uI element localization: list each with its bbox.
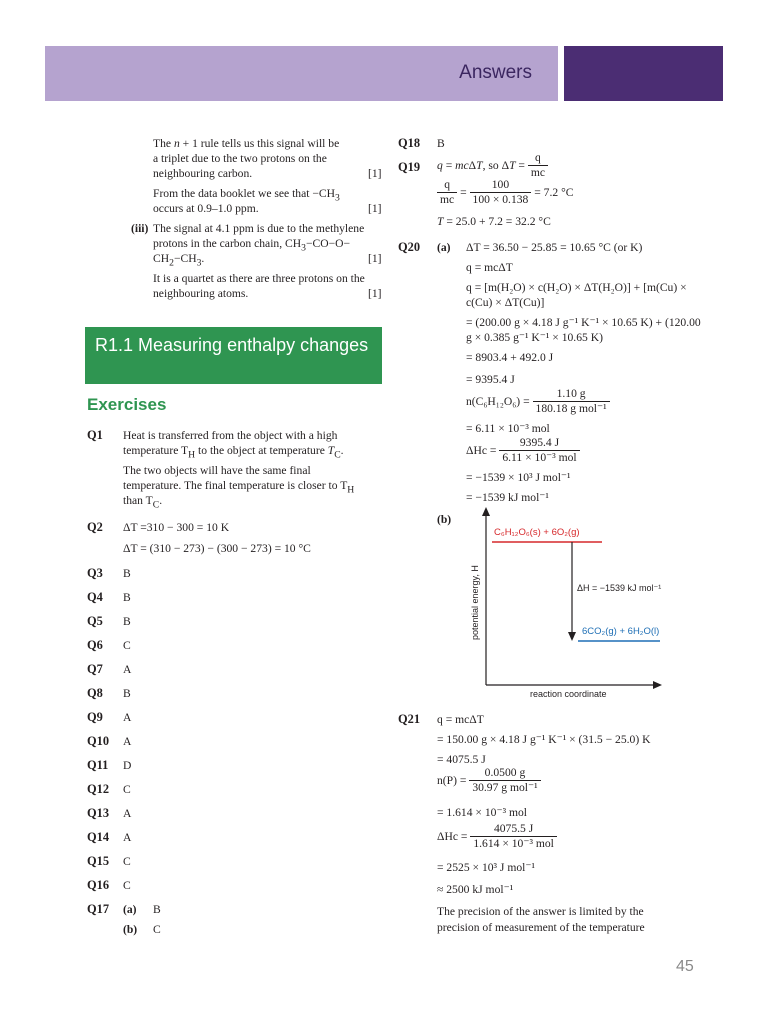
mark: [1] bbox=[368, 167, 382, 180]
question-label: Q16 bbox=[87, 878, 110, 892]
equation-line: q = mcΔT bbox=[466, 261, 513, 274]
question-label: Q15 bbox=[87, 854, 110, 868]
equation-line: = 6.11 × 10⁻³ mol bbox=[466, 422, 550, 435]
fraction: $\frac{9395.4 J}{\text{6.11 × 10⁻³ mol}}$ bbox=[499, 436, 579, 465]
question-label: Q9 bbox=[87, 710, 103, 724]
fraction: $\frac{4075.5 J}{\text{1.614 × 10⁻³ mol}}$ bbox=[470, 822, 557, 851]
nmr-text-line: neighbouring carbon. bbox=[153, 167, 253, 180]
question-label: Q8 bbox=[87, 686, 103, 700]
answer-line: temperature $T_H$ to the object at temperature $T_C$. bbox=[123, 444, 344, 461]
equation-line: = 4075.5 J bbox=[437, 753, 486, 766]
question-label: Q4 bbox=[87, 590, 103, 604]
answer-choice: B bbox=[123, 615, 131, 628]
equation-line: ΔHc = $\frac{9395.4 J}{\text{6.11 × 10⁻³ mol}}$ bbox=[466, 436, 580, 465]
question-label: Q13 bbox=[87, 806, 110, 820]
question-label: Q5 bbox=[87, 614, 103, 628]
part-label: (b) bbox=[437, 513, 452, 526]
answer-choice: B bbox=[437, 137, 445, 150]
answer-choice: B bbox=[123, 567, 131, 580]
x-axis-label: reaction coordinate bbox=[530, 689, 607, 699]
answer-choice: C bbox=[123, 855, 131, 868]
answer-choice: A bbox=[123, 663, 132, 676]
answer-line: precision of measurement of the temperature bbox=[437, 921, 645, 934]
equation-line: T = 25.0 + 7.2 = 32.2 °C bbox=[437, 215, 551, 228]
equation-line: = −1539 × 10³ J mol⁻¹ bbox=[466, 471, 571, 484]
page-number: 45 bbox=[676, 958, 694, 975]
fraction: $\frac{q}{mc}$ bbox=[437, 178, 457, 207]
reactant-label: C₆H₁₂O₆(s) + 6O₂(g) bbox=[494, 527, 580, 538]
equation-line: q = [m(H₂O) × c(H₂O) × ΔT(H₂O)] + [m(Cu) × bbox=[466, 281, 687, 294]
answer-choice: C bbox=[123, 639, 131, 652]
question-label: Q11 bbox=[87, 758, 109, 772]
section-title: R1.1 Measuring enthalpy changes bbox=[95, 335, 369, 355]
answer-choice: A bbox=[123, 831, 132, 844]
header-band-accent bbox=[564, 46, 723, 101]
question-label: Q18 bbox=[398, 136, 421, 150]
question-label: Q2 bbox=[87, 520, 103, 534]
question-label: Q7 bbox=[87, 662, 103, 676]
answer-choice: C bbox=[123, 879, 131, 892]
question-label: Q12 bbox=[87, 782, 110, 796]
answer-choice: B bbox=[153, 903, 161, 916]
answer-choice: C bbox=[123, 783, 131, 796]
answer-line: The precision of the answer is limited by the bbox=[437, 905, 644, 918]
answer-choice: C bbox=[153, 923, 161, 936]
nmr-text-line: The n + 1 rule tells us this signal will be bbox=[153, 137, 340, 150]
nmr-text-line: protons in the carbon chain, $CH_3-CO-O-$ bbox=[153, 237, 351, 254]
part-label: (iii) bbox=[131, 222, 149, 235]
x-axis-arrowhead bbox=[653, 681, 662, 689]
answer-choice: B bbox=[123, 687, 131, 700]
question-label: Q20 bbox=[398, 240, 421, 254]
equation-line: = 2525 × 10³ J mol⁻¹ bbox=[437, 861, 535, 874]
question-label: Q21 bbox=[398, 712, 421, 726]
answer-line: ΔT = (310 − 273) − (300 − 273) = 10 °C bbox=[123, 542, 311, 555]
mark: [1] bbox=[368, 287, 382, 300]
equation-line: = 150.00 g × 4.18 J g⁻¹ K⁻¹ × (31.5 − 25.0) K bbox=[437, 733, 651, 746]
nmr-text-line: It is a quartet as there are three protons on the bbox=[153, 272, 365, 285]
equation-line: q = mcΔT, so ΔT = $\frac{q}{mc}$ bbox=[437, 151, 548, 180]
equation-line: = 1.614 × 10⁻³ mol bbox=[437, 806, 527, 819]
equation-line: = −1539 kJ mol⁻¹ bbox=[466, 491, 549, 504]
question-label: Q1 bbox=[87, 428, 103, 442]
page-title: Answers bbox=[459, 62, 532, 83]
fraction: $\frac{1.10 g}{\text{180.18 g mol⁻¹}}$ bbox=[533, 387, 610, 416]
fraction: $\frac{100}{100 \times 0.138}$ bbox=[470, 178, 532, 207]
answer-line: temperature. The final temperature is closer to $T_H$ bbox=[123, 479, 355, 496]
mark: [1] bbox=[368, 252, 382, 265]
answer-choice: A bbox=[123, 735, 132, 748]
delta-h-label: ΔH = −1539 kJ mol⁻¹ bbox=[577, 583, 662, 593]
equation-line: = (200.00 g × 4.18 J g⁻¹ K⁻¹ × 10.65 K) + (120.00 bbox=[466, 316, 701, 329]
mark: [1] bbox=[368, 202, 382, 215]
nmr-text-line: $CH_2-CH_3$. bbox=[153, 252, 205, 269]
question-label: Q10 bbox=[87, 734, 110, 748]
nmr-text-line: a triplet due to the two protons on the bbox=[153, 152, 327, 165]
fraction: $\frac{q}{mc}$ bbox=[528, 151, 548, 180]
equation-line: g × 0.385 g⁻¹ K⁻¹ × 10.65 K) bbox=[466, 331, 603, 344]
equation-line: ≈ 2500 kJ mol⁻¹ bbox=[437, 883, 514, 896]
product-label: 6CO₂(g) + 6H₂O(l) bbox=[582, 626, 660, 637]
nmr-text-line: The signal at 4.1 ppm is due to the methylene bbox=[153, 222, 365, 235]
answer-line: Heat is transferred from the object with a high bbox=[123, 429, 338, 442]
part-label: (a) bbox=[123, 903, 137, 916]
answer-choice: A bbox=[123, 807, 132, 820]
answer-choice: D bbox=[123, 759, 132, 772]
nmr-text-line: neighbouring atoms. bbox=[153, 287, 249, 300]
nmr-text-line: From the data booklet we see that $-CH_3$ bbox=[153, 187, 340, 204]
answer-line: ΔT =310 − 300 = 10 K bbox=[123, 521, 230, 534]
answer-line: than $T_C$. bbox=[123, 494, 163, 511]
question-label: Q19 bbox=[398, 160, 421, 174]
y-axis-label: potential energy, H bbox=[470, 565, 480, 640]
equation-line: n(P) = $\frac{0.0500 g}{\text{30.97 g mol⁻¹}}$ bbox=[437, 766, 541, 795]
answer-choice: B bbox=[123, 591, 131, 604]
question-label: Q14 bbox=[87, 830, 110, 844]
part-label: (b) bbox=[123, 923, 138, 936]
question-label: Q17 bbox=[87, 902, 110, 916]
equation-line: = 9395.4 J bbox=[466, 373, 515, 386]
part-label: (a) bbox=[437, 241, 451, 254]
answer-line: The two objects will have the same final bbox=[123, 464, 311, 477]
equation-line: n(C₆H₁₂O₆) = $\frac{1.10 g}{\text{180.18 g mol⁻¹}}$ bbox=[466, 387, 610, 416]
equation-line: ΔT = 36.50 − 25.85 = 10.65 °C (or K) bbox=[466, 241, 643, 254]
answer-choice: A bbox=[123, 711, 132, 724]
equation-line: q = mcΔT bbox=[437, 713, 484, 726]
equation-line: = 8903.4 + 492.0 J bbox=[466, 351, 554, 364]
question-label: Q3 bbox=[87, 566, 103, 580]
equation-line: c(Cu) × ΔT(Cu)] bbox=[466, 296, 545, 309]
equation-line: $\frac{q}{mc}$ = $\frac{100}{100 \times 0.138}$ = 7.2 °C bbox=[437, 178, 573, 207]
fraction: $\frac{0.0500 g}{\text{30.97 g mol⁻¹}}$ bbox=[469, 766, 540, 795]
arrowhead bbox=[568, 632, 576, 641]
energy-level-diagram bbox=[462, 505, 672, 700]
question-label: Q6 bbox=[87, 638, 103, 652]
exercises-heading: Exercises bbox=[87, 395, 167, 414]
y-axis-arrowhead bbox=[482, 507, 490, 516]
equation-line: ΔHc = $\frac{4075.5 J}{\text{1.614 × 10⁻³ mol}}$ bbox=[437, 822, 557, 851]
nmr-text-line: occurs at 0.9–1.0 ppm. bbox=[153, 202, 259, 215]
